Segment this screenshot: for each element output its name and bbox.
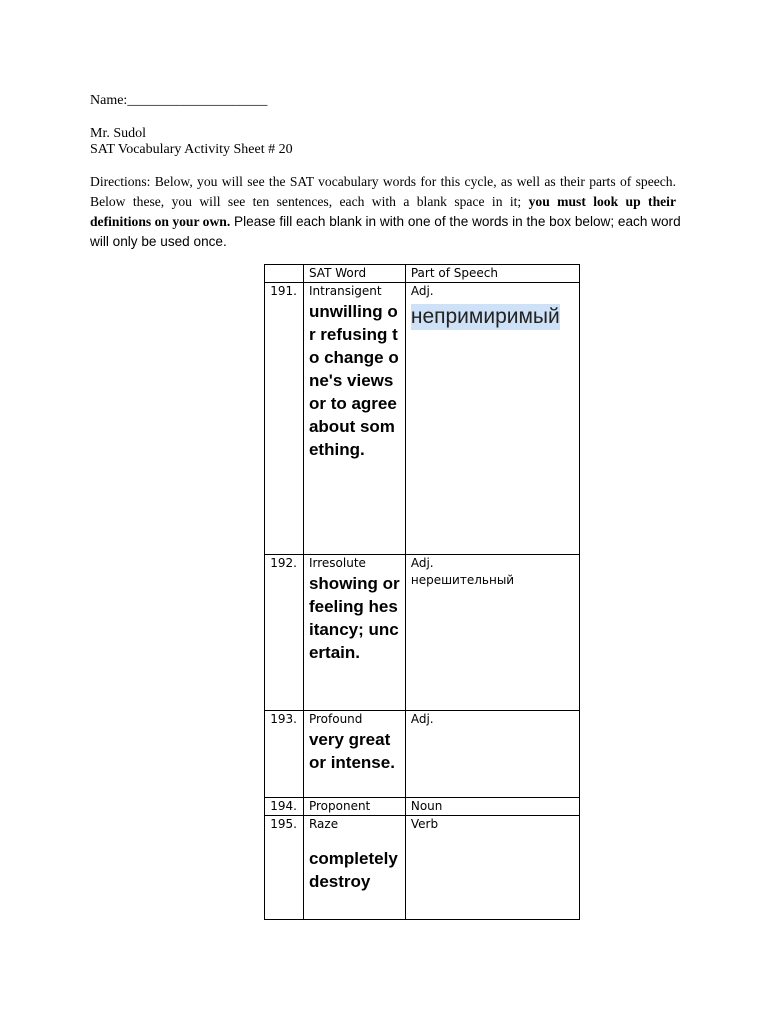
name-field: Name:____________________ [90,93,268,108]
directions-line-3 [90,212,681,232]
row-number: 192. [265,555,304,711]
row-number: 193. [265,711,304,798]
vocabulary-table [264,264,580,920]
directions-line-4: will only be used once. [90,234,227,249]
directions-line-2-bold: you must look up their [528,194,676,209]
translation: нерешительный [410,573,515,587]
part-of-speech: Verb [410,817,439,831]
part-of-speech: Adj. [410,284,434,298]
word-cell [303,711,405,798]
table-row [265,555,580,711]
pos-cell [405,283,579,555]
table-row [265,283,580,555]
part-of-speech: Adj. [410,712,434,726]
directions-line-2 [90,192,676,212]
sat-word: Profound [308,712,363,726]
definition-text: unwilling or refusing to change one's views or to agree about something. [308,302,399,459]
table-row [265,798,580,816]
sat-word: Raze [308,817,339,831]
sat-word: Intransigent [308,284,382,298]
row-number: 195. [265,816,304,920]
part-of-speech: Adj. [410,556,434,570]
directions-line-3-plain: Please fill each blank in with one of the words in the box below; each word [234,214,681,229]
directions-line-2-plain: Below these, you will see ten sentences, each with a blank space in it; [90,194,522,209]
header-sat-word: SAT Word [303,265,405,283]
directions-line-1: Directions: Below, you will see the SAT vocabulary words for this cycle, as well as their parts of speech. [90,174,676,189]
table-row [265,711,580,798]
row-number: 194. [265,798,304,816]
teacher-name: Mr. Sudol [90,126,147,141]
header-number [265,265,304,283]
sat-word: Proponent [308,799,371,813]
row-number: 191. [265,283,304,555]
pos-cell [405,816,579,920]
word-cell [303,816,405,920]
sat-word: Irresolute [308,556,366,570]
sheet-title: SAT Vocabulary Activity Sheet # 20 [90,142,293,157]
definition-text: completely destroy [308,849,398,891]
directions-paragraph [90,172,681,252]
table-row [265,816,580,920]
part-of-speech: Noun [410,799,443,813]
pos-cell [405,711,579,798]
definition-text: showing or feeling hesitancy; uncertain. [308,574,400,662]
directions-line-3-bold: definitions on your own. [90,214,231,229]
word-cell [303,555,405,711]
word-cell [303,798,405,816]
definition-text: very great or intense. [308,730,395,772]
translation-highlighted: непримиримый [410,305,560,328]
table-header-row [265,265,580,283]
pos-cell [405,798,579,816]
word-cell [303,283,405,555]
header-part-of-speech: Part of Speech [405,265,579,283]
pos-cell [405,555,579,711]
